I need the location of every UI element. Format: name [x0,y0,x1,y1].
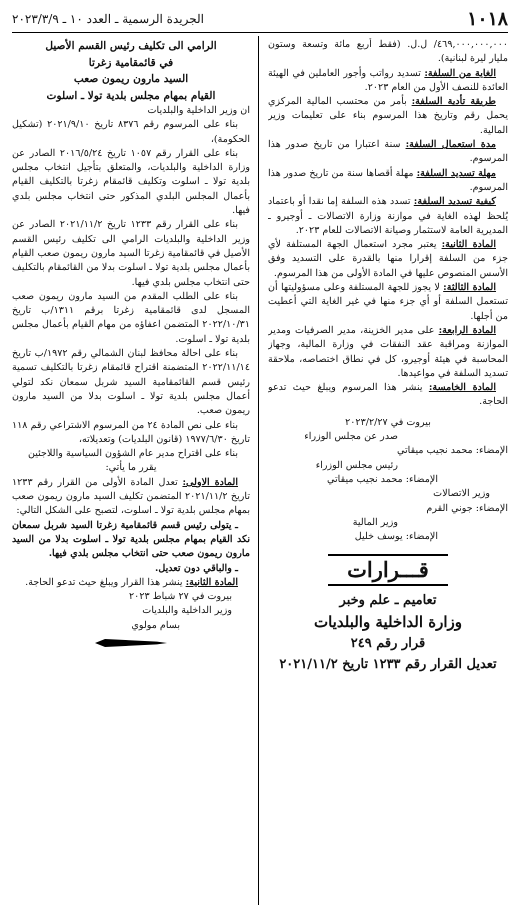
issued-by: صدر عن مجلس الوزراء [304,431,398,443]
decision-title-line-3: السيد مارون ريمون صعب [73,73,189,85]
page-header [12,6,508,33]
recital-2: بناء على القرار رقم ١٠٥٧ تاريخ ٢٠١٦/٥/٢٤ الصادر عن وزارة الداخلية والبلديات، والمتعلق بتأجيل انتخاب مجلس بلدية تولا ـ اسلوت وتكليف قائمقام زغرتا بالتكليف القيام بأعمال المجلس البلدي المذكور حتى انتخاب مجلس بلدي فيها. [12,147,250,217]
signature-pm-1: الإمضاء: محمد نجيب ميقاتي [397,445,508,457]
section-title: قـــرارات [328,554,448,586]
recital-1: بناء على المرسوم رقم ٨٣٧٦ تاريخ ٢٠٢١/٩/١٠ (تشكيل الحكومة)، [12,119,250,145]
telecom-minister-title: وزير الاتصالات [433,488,490,500]
quoted-remainder: ـ والباقي دون تعديل. [154,562,238,574]
decision-title-line-2: في قائمقامية زغرتا [88,56,174,69]
recital-5: بناء على احالة محافظ لبنان الشمالي رقم ١٩٧٢/ب تاريخ ٢٠٢٢/١١/١٤ المتضمنة اقتراح قائمقام زغرتا بالتكليف تسمية رئيس قسم القائمقامية السيد شربل سمعان نكد لتولي أعمال مجلس بلدية تولا ـ اسلوت بدلا من السيد مارون ريمون صعب. [12,348,250,417]
decides-heading: يقرر ما يأتي: [105,462,157,474]
decision-number: قرار رقم ٢٤٩ [350,636,426,652]
recital-4: بناء على الطلب المقدم من السيد مارون ريمون صعب المسجل لدى قائمقامية زغرتا برقم ١٣١١/ب تاريخ ٢٠٢٢/١٠/٣١ المتضمن اعفاؤه من مهام القيام بأعمال مجلس بلدية تولا ـ اسلوت. [12,290,250,345]
decree-date: بيروت في ٢٠٢٣/٢/٢٧ [345,416,431,428]
minister-title: وزير الداخلية والبلديات [142,605,232,617]
article-2: المادة الثانية: ينشر هذا القرار ويبلغ حيث تدعو الحاجة. [25,576,238,588]
article-3: المادة الثالثة: لا يجوز للجهة المستلفة وعلى مسؤوليتها أن تستعمل السلفة أو أي جزء منها في غير الغاية التي أعطيت من أجلها. [268,282,508,322]
repayment-method-paragraph: كيفية تسديد السلفة: تسدد هذه السلفة إما نقدا أو باعتماد يُلحظ لهذه الغاية في موازنة وزارة الاتصالات ـ أوجيرو ـ المديرية العامة لاستثمار وصيانة الاتصالات للعام ٢٠٢٣. [268,196,508,236]
gazette-title: الجريدة الرسمية ـ العدد ١٠ ـ ٢٠٢٣/٣/٩ [12,12,204,26]
minister-intro: ان وزير الداخلية والبلديات [147,105,250,116]
article-1: المادة الاولى: تعدل المادة الأولى من القرار رقم ١٢٣٣ تاريخ ٢٠٢١/١١/٢ المتضمن تكليف السيد مارون ريمون صعب بمهام مجلس بلدية تولا ـ اسلوت، لتصبح على الشكل التالي: [12,476,250,517]
amendment-title: تعديل القرار رقم ١٢٣٣ تاريخ ٢٠٢١/١١/٢ [279,657,497,673]
finance-minister-title: وزير المالية [352,516,398,528]
quoted-amendment: ـ يتولى رئيس قسم قائمقامية زغرتا السيد شربل سمعان نكد القيام بمهام مجلس بلدية تولا ـ اسلوت بدلا من السيد مارون ريمون صعب حتى انتخاب مجلس بلدي فيها. [12,519,250,560]
payment-method-paragraph: طريقة تأدية السلفة: بأمر من محتسب المالية المركزي يحمل رقم وتاريخ هذا المرسوم بناء على تعليمات وزير المالية. [268,96,508,136]
decision-date: بيروت في ٢٧ شباط ٢٠٢٣ [129,591,232,603]
right-column [268,38,508,909]
page-number: ١٠١٨ [467,8,508,30]
ministry-title: وزارة الداخلية والبلديات [313,613,462,632]
end-ornament-icon [95,638,167,648]
article-4: المادة الرابعة: على مدير الخزينة، مدير الصرفيات ومدير الموازنة ومراقبة عقد النفقات في وزارة المالية، وجهاز المحاسبة في هيئة أوجيرو، كل في نطاق اختصاصه، ملاحقة تسديد السلفة في مواعيدها. [268,324,508,379]
decision-title-line-1: الرامي الى تكليف رئيس القسم الأصيل [45,40,217,52]
purpose-paragraph: الغاية من السلفة: تسديد رواتب وأجور العاملين في الهيئة العائدة للنصف الأول من العام ٢٠٢٣. [268,67,508,93]
repayment-deadline-paragraph: مهلة تسديد السلفة: مهلة أقصاها سنة من تاريخ صدور هذا المرسوم. [268,167,508,193]
subsection-title: تعاميم ـ علم وخبر [339,593,437,609]
usage-period-paragraph: مدة استعمال السلفة: سنة اعتبارا من تاريخ صدور هذا المرسوم. [268,139,508,165]
signature-telecom: الإمضاء: جوني القرم [426,502,508,514]
signature-finance: الإمضاء: يوسف خليل [354,531,438,543]
recital-6: بناء على نص المادة ٢٤ من المرسوم الاشتراعي رقم ١١٨ تاريخ ١٩٧٧/٦/٣٠ (قانون البلديات) وتعديلاته، [12,419,250,445]
column-divider [258,36,259,905]
recital-3: بناء على القرار رقم ١٢٣٣ تاريخ ٢٠٢١/١١/٢ الصادر عن وزير الداخلية والبلديات الرامي الى تكليف رئيس القسم الأصيل في قائمقامية زغرتا السيد مارون ريمون صعب القيام بأعمال مجلس بلدية تولا ـ اسلوت بدلا من القائمقام بالتكليف حتى انتخاب مجلس بلدي فيها. [12,219,250,288]
article-5: المادة الخامسة: ينشر هذا المرسوم ويبلغ حيث تدعو الحاجة. [268,382,508,408]
pm-title: رئيس مجلس الوزراء [315,459,398,471]
signature-pm-2: الإمضاء: محمد نجيب ميقاتي [327,473,438,485]
minister-name: بسام مولوي [131,619,180,631]
amount-paragraph: ٤٦٩,٠٠٠,٠٠٠,٠٠٠/ ل.ل. (فقط أربع مائة وتسعة وستون مليار ليرة لبنانية). [268,39,508,65]
recital-7: بناء على اقتراح مدير عام الشؤون السياسية واللاجئين [27,448,238,460]
decision-title-line-4: القيام بمهام مجلس بلدية تولا ـ اسلوت [46,89,216,102]
left-column [12,38,250,909]
article-2: المادة الثانية: يعتبر مجرد استعمال الجهة المستلفة لأي جزء من السلفة إقرارا منها بالقدرة على التسديد وفق الأسس المنصوص عليها في المادة الأولى من هذا المرسوم. [268,239,508,279]
